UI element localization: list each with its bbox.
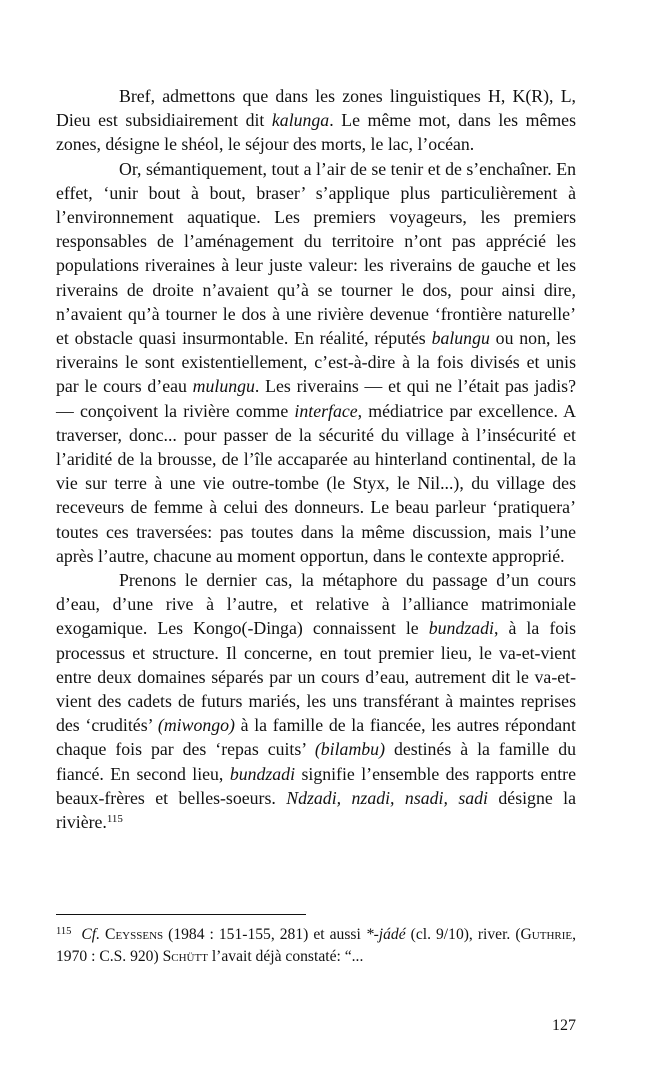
italic-term: *-jádé	[365, 926, 406, 943]
italic-term: kalunga	[271, 110, 330, 131]
page-number: 127	[552, 1017, 576, 1034]
text-run: , médiatrice par excellence. A traverser, donc... pour passer de la sécurité du village à l’insécurité et l’aridité de la brousse, de l’île accaparée au hinterland continental, de la vie sur terre à une vie outre-tombe (le Styx, le Nil...), du village des receveurs de femme à celui des donneurs. Le beau parleur ‘pratiquera’ toutes ces traversées: pas toutes dans la même discussion, mais l’une après l’autre, chacune au moment opportun, dans le contexte approprié.	[56, 400, 576, 566]
text-run: ou non, les riverains le sont existentiellement, c’est-à-dire à la fois divisés et unis par le cours d’eau	[56, 328, 576, 397]
text-run: (cl. 9/10), river. (	[405, 926, 521, 943]
text-run: . Le même mot, dans les mêmes zones, désigne le shéol, le séjour des morts, le lac, l’océan.	[56, 110, 576, 155]
footnote-reference[interactable]: 115	[106, 813, 123, 826]
text-run: Prenons le dernier cas, la métaphore du passage d’un cours d’eau, d’une rive à l’autre, et relative à l’alliance matrimoniale exogamique. Les Kongo(-Dinga) connaissent le	[56, 570, 576, 639]
text-run: , à la fois processus et structure. Il concerne, en tout premier lieu, le va-et-vient entre deux domaines séparés par un cours d’eau, autrement dit le va-et-vient des cadets de futurs mariés, les uns transférant à maintes reprises des ‘crudités’	[56, 618, 576, 736]
text-run: destinés à la famille du fiancé. En second lieu,	[56, 739, 576, 784]
paragraph-2	[56, 157, 576, 568]
italic-term: balungu	[431, 328, 490, 349]
footnote-number: 115	[56, 926, 72, 937]
footnote-115	[56, 924, 576, 969]
text-run: Or, sémantiquement, tout a l’air de se tenir et de s’enchaîner. En effet, ‘unir bout à bout, braser’ s’applique plus particulièrement à l’environnement aquatique. Les premiers voyageurs, les premiers responsables de l’aménagement du territoire n’ont pas apprécié les populations riveraines à leur juste valeur: les riverains de gauche et les riverains de droite n’avaient qu’à se tourner le dos, pour ainsi dire, n’avaient qu’à tourner le dos à une rivière devenue ‘frontière naturelle’ et obstacle quasi insurmontable. En réalité, réputés	[56, 158, 576, 349]
footnote-author: Guthrie	[520, 926, 573, 943]
main-text	[56, 84, 576, 834]
text-run: , 1970 : C.S. 920)	[56, 926, 577, 966]
paragraph-3	[56, 568, 576, 834]
italic-term: interface	[294, 400, 358, 421]
text-run: Bref, admettons que dans les zones linguistiques H, K(R), L, Dieu est subsidiairement dit	[56, 86, 576, 131]
italic-term: Ndzadi, nzadi, nsadi, sadi	[286, 787, 488, 808]
text-run: . Les riverains — et qui ne l’était pas jadis? — conçoivent la rivière comme	[56, 376, 576, 421]
text-run: désigne la rivière.	[56, 787, 576, 833]
text-run: (1984 : 151-155, 281) et aussi	[163, 926, 366, 943]
paragraph-1	[56, 84, 576, 157]
footnote-author: Ceyssens	[105, 926, 164, 943]
footnote	[56, 924, 576, 969]
italic-term: (bilambu)	[314, 739, 385, 760]
footnote-author: Schütt	[162, 948, 208, 966]
footnote-separator	[56, 914, 306, 915]
text-run: l’avait déjà constaté: “...	[207, 948, 364, 966]
italic-term: (miwongo)	[157, 715, 235, 736]
text-run: à la famille de la fiancée, les autres répondant chaque fois par des ‘repas cuits’	[56, 715, 576, 760]
footnote-cf: Cf.	[81, 926, 101, 943]
italic-term: bundzadi	[428, 618, 494, 639]
italic-term: mulungu	[192, 376, 255, 397]
text-run: signifie l’ensemble des rapports entre beaux-frères et belles-soeurs.	[56, 763, 576, 808]
italic-term: bundzadi	[229, 763, 296, 784]
